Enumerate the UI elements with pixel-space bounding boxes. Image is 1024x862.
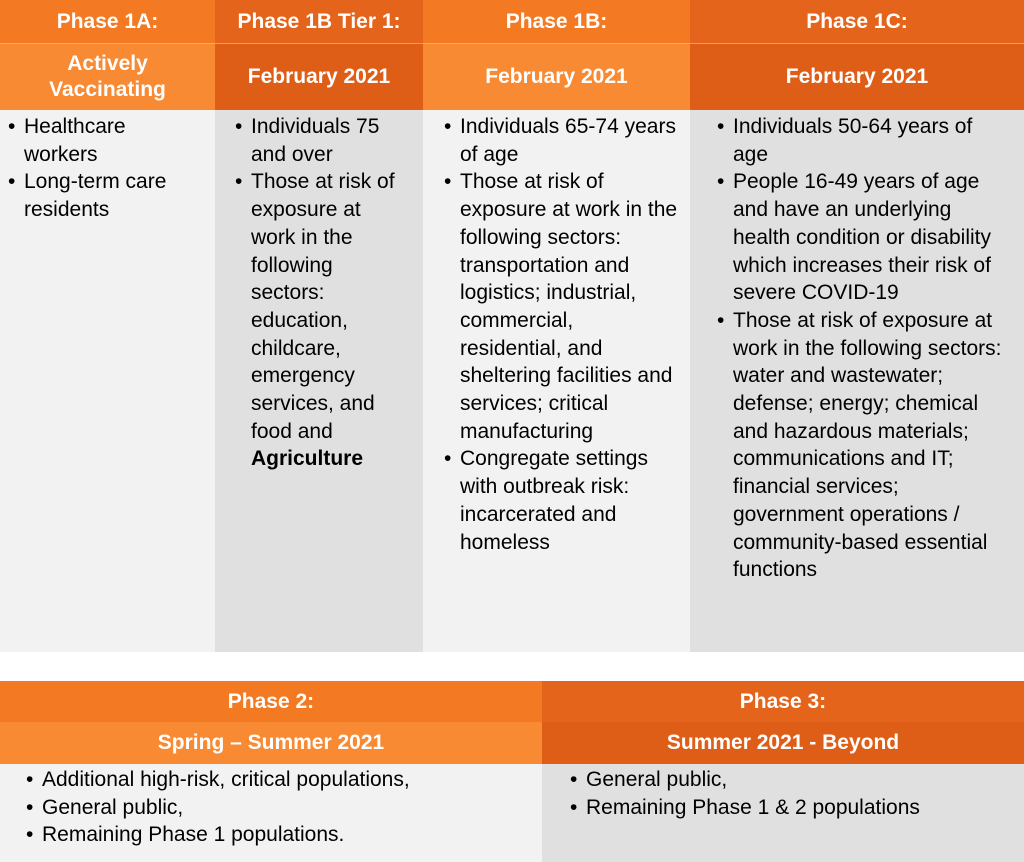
column-header-date [0, 44, 215, 110]
bullet: • [570, 795, 578, 819]
column-header-date: February 2021 [215, 44, 423, 110]
list-item [227, 168, 409, 473]
phase-table-bottom [0, 681, 1024, 862]
bullet: • [26, 823, 34, 847]
column-phase-1b [423, 0, 690, 652]
column-body [423, 110, 690, 652]
column-header-date: Spring – Summer 2021 [0, 722, 542, 764]
column-body [0, 764, 542, 862]
list-item: • People 16-49 years of age and have an underlying health condition or disability which increases their risk of severe COVID-19 [709, 168, 1010, 307]
list-item-bold-text: Agriculture [251, 447, 364, 471]
column-header-phase: Phase 1B: [423, 0, 690, 44]
column-header-date: Summer 2021 - Beyond [542, 722, 1024, 764]
list-item: • Long-term care residents [0, 168, 201, 223]
list-item: • Healthcare workers [0, 113, 201, 168]
list-item: • Those at risk of exposure at work in the following sectors: transportation and logistics; industrial, commercial, residential, and sheltering facilities and services; critical manufacturing [436, 168, 680, 445]
list-item-text: Additional high-risk, critical populations, [42, 768, 410, 791]
list-item [18, 794, 542, 822]
bullet: • [570, 768, 578, 791]
column-phase-1a [0, 0, 215, 652]
list-item: • Individuals 75 and over [227, 113, 409, 168]
column-body [0, 110, 215, 652]
column-phase-1b-tier-1 [215, 0, 423, 652]
bullet: • [26, 768, 34, 791]
column-header-phase: Phase 1B Tier 1: [215, 0, 423, 44]
column-header-phase: Phase 2: [0, 681, 542, 722]
column-header-phase: Phase 3: [542, 681, 1024, 722]
list-item: • Individuals 65-74 years of age [436, 113, 680, 168]
column-header-phase: Phase 1C: [690, 0, 1024, 44]
column-header-phase: Phase 1A: [0, 0, 215, 44]
list-item: • Congregate settings with outbreak risk: incarcerated and homeless [436, 445, 680, 556]
column-header-date: February 2021 [690, 44, 1024, 110]
list-item-text: Those at risk of exposure at work in the following sectors: education, childcare, emergency services, and food and [251, 170, 395, 443]
list-item-text: Remaining Phase 1 & 2 populations [586, 795, 920, 819]
column-phase-1c [690, 0, 1024, 652]
column-body [542, 764, 1024, 862]
bullet: • [26, 795, 34, 819]
column-body [690, 110, 1024, 652]
list-item [562, 794, 1024, 822]
column-phase-3 [542, 681, 1024, 862]
list-item [18, 766, 542, 794]
list-item-text: General public, [42, 795, 184, 819]
list-item: • Those at risk of exposure at work in the following sectors: water and wastewater; defense; energy; chemical and hazardous materials; communications and IT; financial services; government operations / community-based essential functions [709, 307, 1010, 584]
list-item: • Individuals 50-64 years of age [709, 113, 1010, 168]
column-phase-2 [0, 681, 542, 862]
list-item [18, 821, 542, 849]
list-item [562, 766, 1024, 794]
column-body [215, 110, 423, 652]
list-item-text: General public, [586, 768, 728, 791]
column-header-date-text: Actively Vaccinating [49, 52, 166, 101]
column-header-date: February 2021 [423, 44, 690, 110]
list-item-text: Remaining Phase 1 populations. [42, 823, 345, 847]
